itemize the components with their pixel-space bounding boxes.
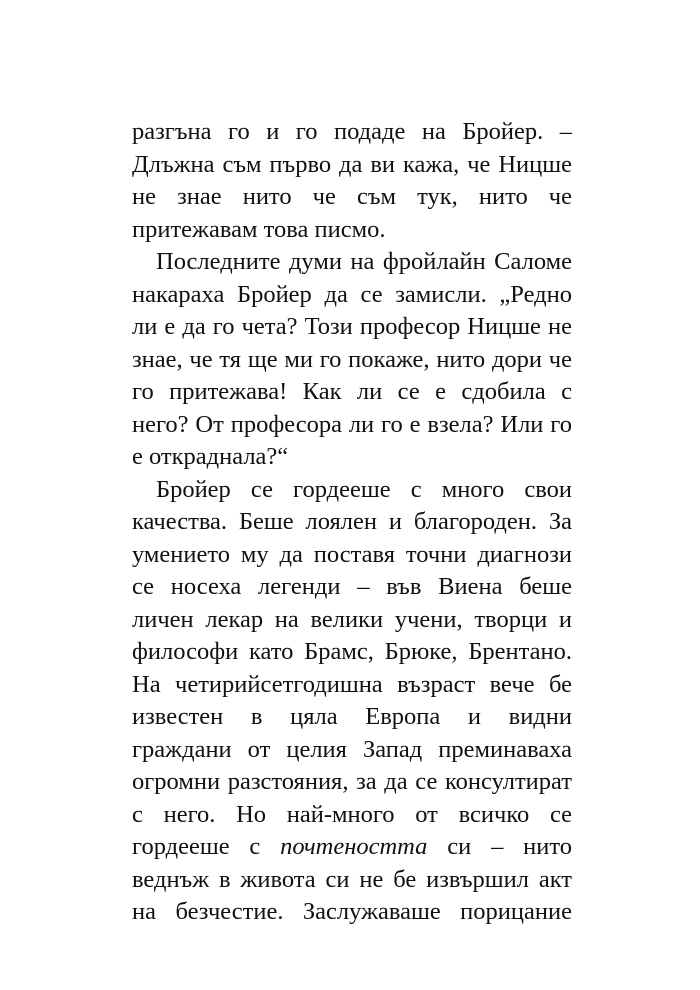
text-line: личен лекар на велики учени, творци и: [132, 605, 572, 633]
paragraph: [132, 116, 572, 246]
paragraph: [132, 246, 572, 474]
book-page-text: [132, 116, 572, 929]
text-line: известен в цяла Европа и видни: [132, 703, 572, 730]
text-line: не знае нито че съм тук, нито че: [132, 183, 572, 210]
text-line: притежавам това писмо.: [132, 215, 386, 243]
text-line: граждани от целия Запад преминаваха: [132, 735, 572, 763]
text-line: знае, че тя ще ми го покаже, нито дори че: [132, 345, 572, 373]
text-line: умението му да поставя точни диагнози: [132, 540, 572, 568]
text-line: с него. Но най-много от всичко се: [132, 800, 572, 828]
text-line: накараха Бройер да се замисли. „Редно: [132, 280, 572, 308]
text-line: огромни разстояния, за да се консултират: [132, 768, 572, 795]
text-segment: си – нито: [427, 833, 572, 860]
text-line: на безчестие. Заслужаваше порицание: [132, 898, 572, 925]
text-line: Последните думи на фройлайн Саломе: [156, 248, 572, 275]
text-line: Длъжна съм първо да ви кажа, че Ницше: [132, 150, 572, 178]
paragraph: [132, 474, 572, 929]
text-line: философи като Брамс, Брюке, Брентано.: [132, 638, 572, 665]
text-line: Бройер се гордееше с много свои: [156, 475, 572, 503]
text-line-with-emphasis: [132, 831, 572, 864]
text-line: е откраднала?“: [132, 443, 289, 470]
text-segment: гордееше с: [132, 833, 281, 860]
text-line: ли е да го чета? Този професор Ницше не: [132, 313, 572, 340]
text-line: го притежава! Как ли се е сдобила с: [132, 378, 572, 405]
emphasized-word: почтеността: [280, 833, 428, 860]
text-line: На четирийсетгодишна възраст вече бе: [132, 670, 572, 698]
text-line: качества. Беше лоялен и благороден. За: [132, 508, 572, 535]
text-line: разгъна го и го подаде на Бройер. –: [132, 118, 572, 145]
text-line: него? От професора ли го е взела? Или го: [132, 410, 572, 438]
text-line: се носеха легенди – във Виена беше: [132, 573, 572, 600]
text-line: веднъж в живота си не бе извършил акт: [132, 865, 572, 893]
